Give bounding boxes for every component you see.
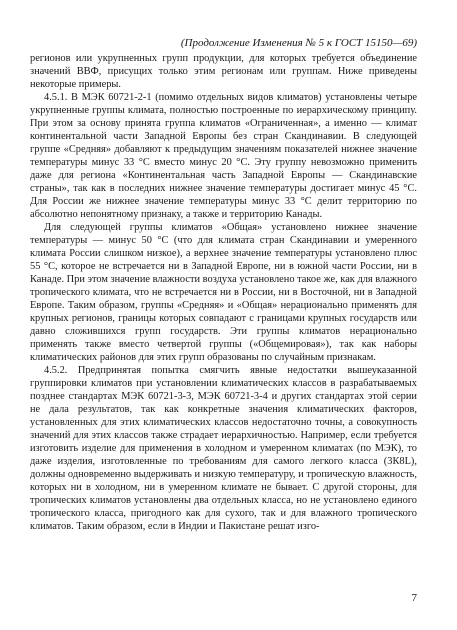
- page-header: (Продолжение Изменения № 5 к ГОСТ 15150—69): [180, 37, 417, 49]
- paragraph: 4.5.2. Предпринятая попытка смягчить явные недостатки вышеуказанной группировки климатов при установлении климатических классов в разрабатываемых позднее стандартах МЭК 60721-3-3, МЭК 60721-3-4 и других стандартах этой серии не дала результатов, так как конкретные значения климатических факторов, установленных для этих климатических классов недостаточно точны, а совокупность значений для этих классов также страдает иерархичностью. Например, если требуется изготовить изделие для применения в холодном и умеренном климатах (по МЭК), то даже изделия, изготовленные по требованиям для самого легкого класса (3К8L), должны одновременно выдерживать и низкую температуру, и тропическую влажность, которых ни в холодном, ни в умеренном климате не бывает. С другой стороны, для тропических климатов установлены два отдельных класса, но не установлено единого тропического класса, пригодного как для сухого, так и для влажного тропического климатов. Таким образом, если в Индии и Пакистане решат изго-: [30, 365, 417, 532]
- document-body: [30, 52, 417, 533]
- paragraph: регионов или укрупненных групп продукции, для которых требуется объединение значений ВВФ, присущих только этим регионам или группам. Ниже приведены некоторые примеры.: [30, 53, 417, 90]
- paragraph: 4.5.1. В МЭК 60721-2-1 (помимо отдельных видов климатов) установлены четыре укрупненные группы климата, полностью построенные по иерархическому принципу. При этом за основу принята группа климатов «Ограниченная», а именно — климат континентальной части Западной Европы без стран Скандинавии. В следующей группе «Средняя» добавляют к предыдущим значениям показателей нижнее значение температуры минус 33 °С вместо минус 20 °С. Эту группу невозможно применить даже для региона «Континентальная часть Западной Европы — Скандинавские страны», так как в последних нижнее значение температуры достигает минус 45 °С. Для России же нижнее значение температуры минус 33 °С делит территорию по абсолютно непонятному признаку, а также и территорию Канады.: [30, 92, 417, 220]
- paragraph: Для следующей группы климатов «Общая» установлено нижнее значение температуры — минус 50 °С (что для климата стран Скандинавии и умеренного климата России слишком низкое), а верхнее значение температуры установлено плюс 55 °С, которое не встречается ни в Западной Европе, ни в южной части России, ни в Канаде. При этом значение влажности воздуха установлено такое же, как для влажного тропического климата, что не встречается ни в России, ни в Восточной, ни в Западной Европе. Таким образом, группы «Средняя» и «Общая» нерационально применять для крупных регионов, границы которых совпадают с границами крупных государств или давно сложившихся групп государств. Эти группы климатов нерационально применять также вместо четвертой группы («Общемировая»), так как наборы климатических районов для этих групп образованы по случайным признакам.: [30, 222, 417, 363]
- page-number: 7: [411, 592, 417, 604]
